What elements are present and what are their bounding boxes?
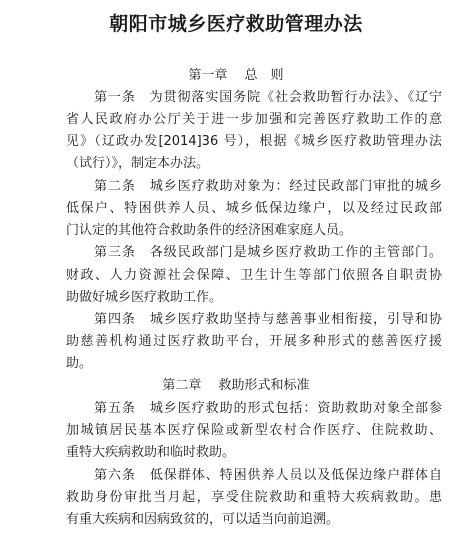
article-1-line-1: 第一条 为贯彻落实国务院《社会救助暂行办法》、《辽宁 [94, 90, 442, 105]
article-1-line-2: 省人民政府办公厅关于进一步加强和完善医疗救助工作的意 [66, 112, 442, 127]
article-4-line-1: 第四条 城乡医疗救助坚持与慈善事业相衔接，引导和协 [94, 312, 442, 327]
article-3-line-3: 助做好城乡医疗救助工作。 [66, 290, 223, 305]
article-5-line-1: 第五条 城乡医疗救助的形式包括：资助救助对象全部参 [94, 401, 442, 416]
article-2-line-2: 低保户、特困供养人员、城乡低保边缘户，以及经过民政部 [66, 201, 442, 216]
article-1-line-4: （试行）》，制定本办法。 [66, 156, 210, 171]
article-6-line-3: 有重大疾病和因病致贫的，可以适当向前追溯。 [66, 512, 340, 527]
article-5-line-2: 加城镇居民基本医疗保险或新型农村合作医疗、住院救助、 [66, 423, 442, 438]
article-2-line-3: 门认定的其他符合救助条件的经济困难家庭人员。 [66, 223, 353, 238]
article-4-line-3: 助。 [66, 356, 93, 371]
article-3-line-2: 财政、人力资源社会保障、卫生计生等部门依照各自职责协 [66, 268, 442, 283]
article-4-line-2: 助慈善机构通过医疗救助平台，开展多种形式的慈善医疗援 [66, 334, 442, 349]
article-5-line-3: 重特大疾病救助和临时救助。 [66, 445, 236, 460]
article-2-line-1: 第二条 城乡医疗救助对象为：经过民政部门审批的城乡 [94, 179, 442, 194]
chapter-1-heading: 第一章 总 则 [188, 68, 284, 83]
document-title: 朝阳市城乡医疗救助管理办法 [109, 13, 363, 35]
article-1-line-3: 见》（辽政办发[2014]36 号），根据《城乡医疗救助管理办法 [66, 134, 442, 149]
article-3-line-1: 第三条 各级民政部门是城乡医疗救助工作的主管部门。 [94, 245, 442, 260]
article-6-line-2: 救助身份审批当月起，享受住院救助和重特大疾病救助。患 [66, 490, 442, 505]
article-6-line-1: 第六条 低保群体、特困供养人员以及低保边缘户群体自 [94, 468, 442, 483]
chapter-2-heading: 第二章 救助形式和标准 [162, 378, 310, 393]
